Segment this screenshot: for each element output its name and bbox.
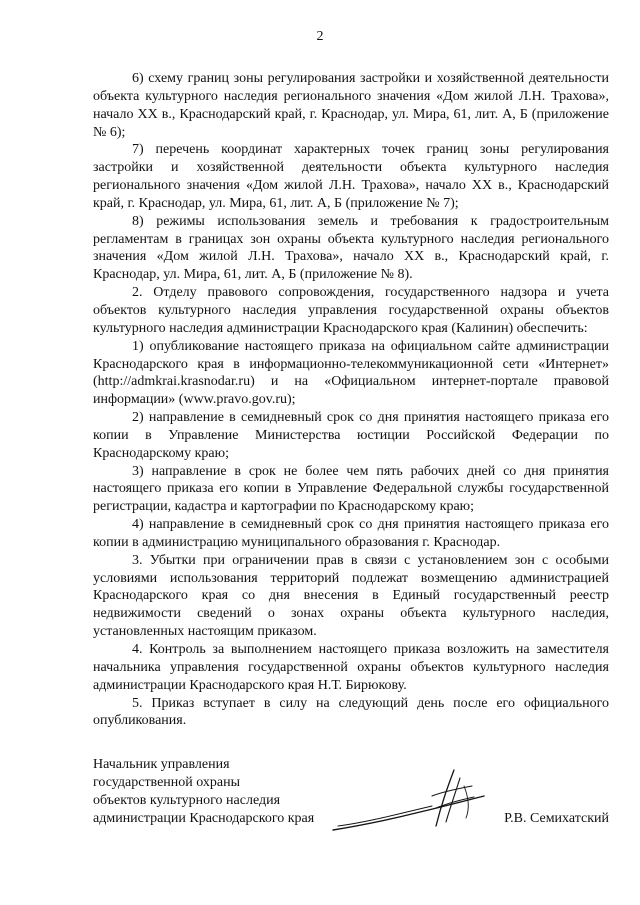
handwritten-signature <box>328 756 488 836</box>
paragraph-item-8: 8) режимы использования земель и требования к градостроительным регламентам в границах зон охраны объекта культурного наследия регионального значения «Дом жилой Л.Н. Трахова», начало XX в., Краснодарский край, г. Краснодар, ул. Мира, 61, лит. А, Б (приложение № 8). <box>93 213 609 283</box>
signature-block <box>93 756 609 827</box>
signer-position-line: объектов культурного наследия <box>93 792 281 808</box>
paragraph-clause-2-item-2: 2) направление в семидневный срок со дня принятия настоящего приказа его копии в Управление Министерства юстиции Российской Федерации по Краснодарскому краю; <box>93 410 609 461</box>
signer-position-line: администрации Краснодарского края <box>93 810 315 826</box>
signer-position-line: Начальник управления <box>93 757 230 772</box>
paragraph-item-6: 6) схему границ зоны регулирования застройки и хозяйственной деятельности объекта культурного наследия регионального значения «Дом жилой Л.Н. Трахова», начало XX в., Краснодарский край, г. Краснодар, ул. Мира, 61, лит. А, Б (приложение № 6); <box>93 71 609 140</box>
paragraph-clause-2-item-4: 4) направление в семидневный срок со дня принятия настоящего приказа его копии в администрацию муниципального образования г. Краснодар. <box>93 517 609 550</box>
paragraph-clause-4: 4. Контроль за выполнением настоящего приказа возложить на заместителя начальника управления государственной охраны объектов культурного наследия администрации Краснодарского края Н.Т. Бирюкову. <box>93 642 609 693</box>
document-body <box>93 70 609 730</box>
signer-name: Р.В. Семихатский <box>504 810 609 826</box>
paragraph-clause-2-item-3: 3) направление в срок не более чем пять рабочих дней со дня принятия настоящего приказа его копии в Управление Федеральной службы государственной регистрации, кадастра и картографии по Краснодарскому краю; <box>93 463 609 515</box>
paragraph-item-7: 7) перечень координат характерных точек границ зоны регулирования застройки и хозяйственной деятельности объекта культурного наследия регионального значения «Дом жилой Л.Н. Трахова», начало XX в., Краснодарский край, г. Краснодар, ул. Мира, 61, лит. А, Б (приложение № 7); <box>93 142 609 211</box>
paragraph-clause-5: 5. Приказ вступает в силу на следующий день после его официального опубликования. <box>93 695 609 729</box>
paragraph-clause-3: 3. Убытки при ограничении прав в связи с установлением зон с особыми условиями использования территорий подлежат возмещению администрацией Краснодарского края со дня внесения в Единый государственный реестр недвижимости сведений о зонах охраны объекта культурного наследия, установленных настоящим приказом. <box>93 552 609 640</box>
signer-position-line: государственной охраны <box>93 774 241 790</box>
paragraph-clause-2-item-1: 1) опубликование настоящего приказа на официальном сайте администрации Краснодарского края в информационно-телекоммуникационной сети «Интернет» (http://admkrai.krasnodar.ru) и на «Официальном интернет-портале правовой информации» (www.pravo.gov.ru); <box>93 338 609 408</box>
paragraph-clause-2: 2. Отделу правового сопровождения, государственного надзора и учета объектов культурного наследия управления государственной охраны объектов культурного наследия администрации Краснодарского края (Калинин) обеспечить: <box>93 285 609 336</box>
page-number: 2 <box>316 29 324 44</box>
